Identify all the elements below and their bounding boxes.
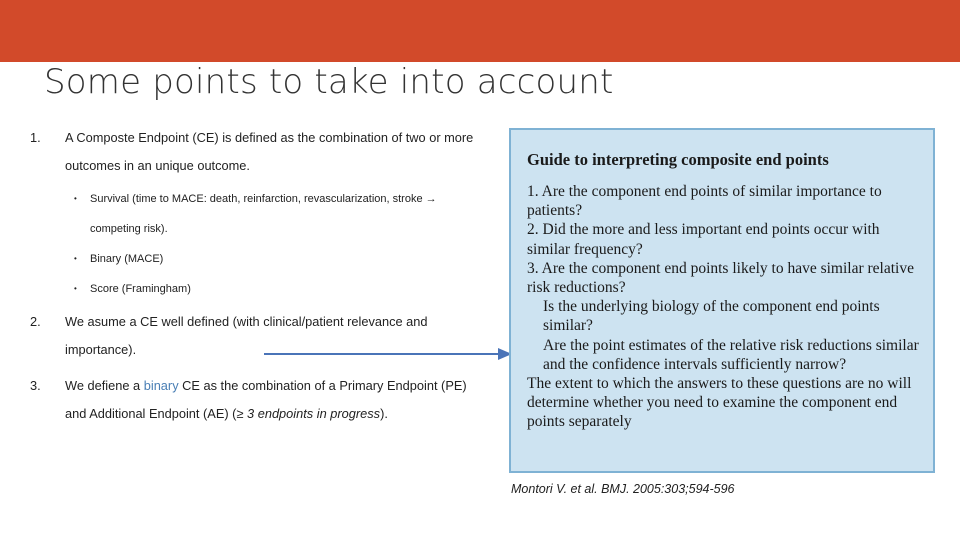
guide-line: 1. Are the component end points of similar importance to patients? — [527, 183, 882, 220]
guide-box-title: Guide to interpreting composite end points — [527, 150, 829, 169]
sub-list — [65, 184, 490, 304]
point-text: A Composte Endpoint (CE) is defined as the combination of two or more outcomes in an unique outcome. — [65, 130, 474, 173]
point-text-before: We defiene a — [65, 378, 144, 393]
point-text-italic: ≥ 3 endpoints in progress — [236, 406, 381, 421]
point-text-end: ). — [380, 406, 388, 421]
guide-line: The extent to which the answers to these questions are no will determine whether you need to examine the component end points separately — [527, 375, 912, 431]
arrow-right-icon — [262, 344, 514, 364]
sub-item-binary: • Binary (MACE) — [65, 244, 490, 274]
point-number: 1. — [30, 130, 41, 145]
citation: Montori V. et al. BMJ. 2005:303;594-596 — [511, 482, 735, 496]
guide-line: 2. Did the more and less important end points occur with similar frequency? — [527, 221, 880, 258]
point-text: We asume a CE well defined (with clinical/patient relevance and importance). — [65, 314, 428, 357]
guide-line: Is the underlying biology of the component end points similar? — [543, 298, 880, 335]
slide-title: Some points to take into account — [44, 62, 614, 102]
guide-line: Are the point estimates of the relative risk reductions similar and the confidence intervals sufficiently narrow? — [543, 336, 919, 373]
point-number: 2. — [30, 314, 41, 329]
guide-line: 3. Are the component end points likely to have similar relative risk reductions? — [527, 259, 914, 297]
point-3 — [30, 372, 490, 428]
binary-highlight: binary — [143, 378, 179, 393]
sub-item-score: • Score (Framingham) — [65, 274, 490, 304]
point-1 — [30, 124, 490, 304]
points-list — [30, 124, 490, 428]
point-text-mid: CE as the combination of a Primary Endpoint (PE) and Additional Endpoint (AE) ( — [65, 378, 467, 421]
point-number: 3. — [30, 378, 41, 393]
guide-box — [509, 128, 935, 473]
sub-item-survival: • Survival (time to MACE: death, reinfarction, revascularization, stroke → competing risk). — [65, 184, 490, 244]
